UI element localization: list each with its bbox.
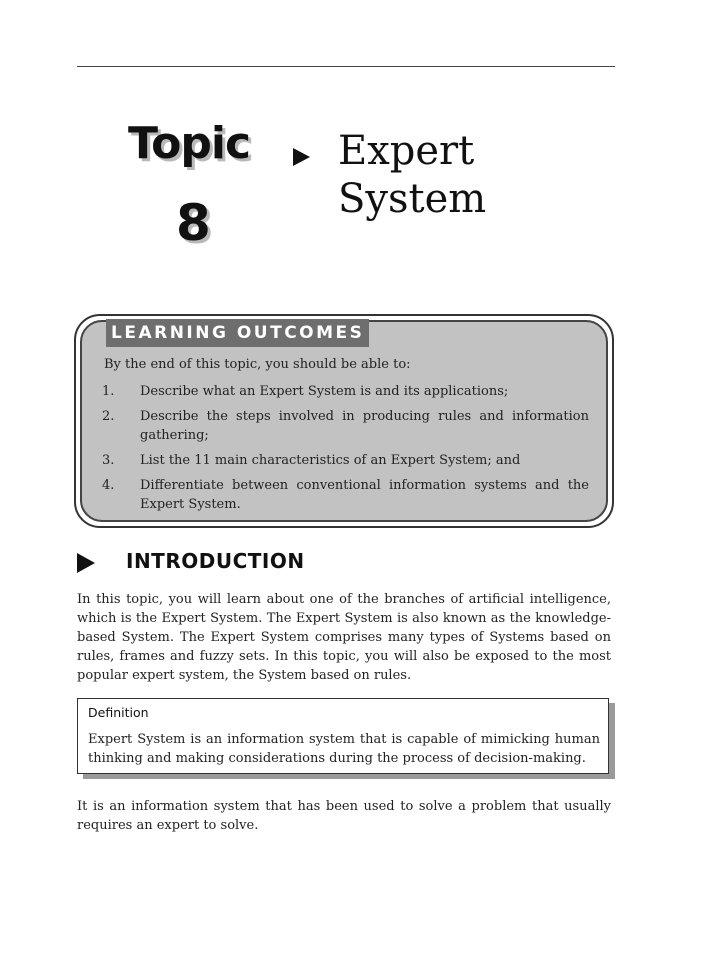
body-paragraph: It is an information system that has been used to solve a problem that usually requires an expert to solve. (77, 799, 611, 833)
definition-box (77, 698, 609, 774)
list-item (102, 382, 589, 401)
definition-text: Expert System is an information system that is capable of mimicking human thinking and making considerations during the process of decision-making. (88, 732, 600, 766)
section-heading: INTRODUCTION (126, 549, 305, 573)
list-item-number: 2. (102, 409, 115, 424)
header-rule (77, 66, 615, 67)
list-item-number: 1. (102, 384, 115, 399)
learning-outcomes-intro: By the end of this topic, you should be able to: (104, 357, 411, 372)
list-item-number: 4. (102, 478, 115, 493)
chapter-title-line-1: Expert (338, 128, 475, 174)
learning-outcomes-list (102, 382, 589, 520)
body-paragraph: In this topic, you will learn about one of the branches of artificial intelligence, which is the Expert System. The Expert System is also known as the knowledge-based System. The Expert System comprises many types of Systems based on rules, frames and fuzzy sets. In this topic, you will also be exposed to the most popular expert system, the System based on rules. (77, 592, 611, 683)
chapter-title (338, 127, 598, 223)
list-item (102, 407, 589, 445)
topic-number: 8 (176, 194, 211, 252)
definition-title: Definition (88, 705, 149, 720)
list-item (102, 476, 589, 514)
learning-outcomes-heading: LEARNING OUTCOMES (106, 319, 369, 347)
list-item-text: Describe the steps involved in producing rules and information gathering; (140, 409, 589, 443)
topic-label: Topic (128, 118, 251, 169)
section-arrow-icon (77, 553, 95, 573)
list-item-text: Describe what an Expert System is and its applications; (140, 384, 509, 399)
list-item-text: Differentiate between conventional information systems and the Expert System. (140, 478, 589, 512)
list-item-number: 3. (102, 453, 115, 468)
list-item (102, 451, 589, 470)
title-arrow-icon (293, 148, 310, 166)
list-item-text: List the 11 main characteristics of an Expert System; and (140, 453, 521, 468)
chapter-title-line-2: System (338, 176, 487, 222)
